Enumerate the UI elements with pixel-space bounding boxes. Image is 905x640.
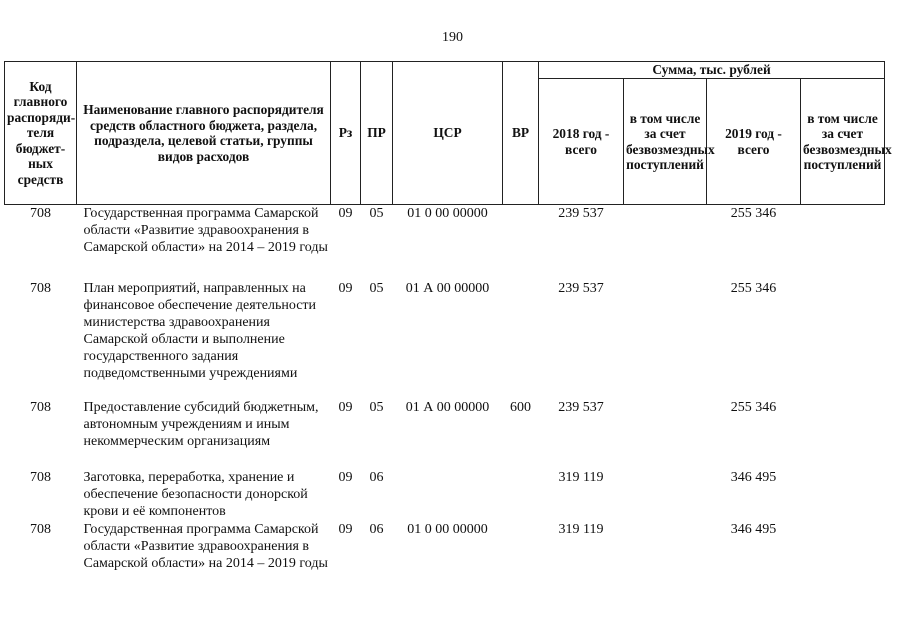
cell-2018-free bbox=[624, 280, 707, 399]
cell-rz: 09 bbox=[338, 206, 353, 221]
cell-code: 708 bbox=[30, 469, 51, 485]
header-sum-group: Сумма, тыс. рублей bbox=[539, 62, 885, 79]
cell-vr bbox=[503, 521, 539, 591]
cell-code: 708 bbox=[30, 280, 51, 296]
cell-2018-free bbox=[624, 205, 707, 280]
header-vr: ВР bbox=[503, 62, 539, 205]
cell-csr: 01 А 00 00000 bbox=[405, 399, 490, 415]
cell-2019-total: 346 495 bbox=[730, 521, 777, 537]
cell-code: 708 bbox=[30, 521, 51, 537]
header-code: Код главного распорядителя бюджетных средств bbox=[5, 62, 77, 205]
cell-pr: 05 bbox=[369, 206, 384, 221]
table-row bbox=[5, 205, 885, 280]
cell-vr bbox=[503, 205, 539, 280]
cell-2018-free bbox=[624, 399, 707, 469]
table-row bbox=[5, 469, 885, 521]
cell-2019-total: 255 346 bbox=[730, 280, 777, 296]
header-2018-free: в том числе за счет безвозмездных поступлений bbox=[624, 79, 707, 205]
budget-table bbox=[4, 61, 892, 591]
header-csr: ЦСР bbox=[393, 62, 503, 205]
cell-pr: 05 bbox=[369, 280, 384, 296]
cell-name: Государственная программа Самарской области «Развитие здравоохранения в Самарской области» на 2014 – 2019 годы bbox=[83, 206, 328, 255]
cell-rz: 09 bbox=[338, 469, 353, 485]
cell-2019-free bbox=[801, 280, 885, 399]
cell-2018-free bbox=[624, 521, 707, 591]
cell-code: 708 bbox=[30, 206, 51, 221]
cell-code: 708 bbox=[30, 399, 51, 415]
cell-vr bbox=[503, 280, 539, 399]
cell-2018-total: 239 537 bbox=[558, 399, 604, 415]
cell-name: Заготовка, переработка, хранение и обеспечение безопасности донорской крови и её компонентов bbox=[83, 469, 308, 519]
cell-2019-free bbox=[801, 205, 885, 280]
header-2018-total: 2018 год - всего bbox=[539, 79, 624, 205]
header-2019-total: 2019 год - всего bbox=[707, 79, 801, 205]
table-row bbox=[5, 399, 885, 469]
cell-name: Предоставление субсидий бюджетным, автономным учреждениям и иным некоммерческим организациям bbox=[83, 399, 319, 449]
cell-2018-total: 319 119 bbox=[558, 469, 604, 485]
cell-rz: 09 bbox=[338, 280, 353, 296]
cell-csr: 01 0 00 00000 bbox=[407, 206, 488, 221]
cell-rz: 09 bbox=[338, 399, 353, 415]
cell-2018-total: 239 537 bbox=[558, 206, 604, 221]
cell-vr: 600 bbox=[510, 399, 531, 415]
cell-pr: 06 bbox=[369, 469, 384, 485]
cell-rz: 09 bbox=[338, 521, 353, 537]
cell-2018-total: 239 537 bbox=[558, 280, 604, 296]
header-pr: ПР bbox=[361, 62, 393, 205]
cell-2019-free bbox=[801, 399, 885, 469]
cell-2019-free bbox=[801, 521, 885, 591]
page-number: 190 bbox=[442, 30, 463, 45]
cell-name: Государственная программа Самарской области «Развитие здравоохранения в Самарской области» на 2014 – 2019 годы bbox=[83, 521, 328, 571]
cell-name: План мероприятий, направленных на финансовое обеспечение деятельности министерства здравоохранения Самарской области и выполнение государственного задания подведомственными учреждениями bbox=[83, 280, 317, 381]
cell-csr bbox=[393, 469, 503, 521]
header-rz: Рз bbox=[331, 62, 361, 205]
cell-pr: 05 bbox=[369, 399, 384, 415]
table-row bbox=[5, 521, 885, 591]
cell-2018-free bbox=[624, 469, 707, 521]
header-name: Наименование главного распорядителя средств областного бюджета, раздела, подраздела, целевой статьи, группы видов расходов bbox=[77, 62, 331, 205]
cell-2019-free bbox=[801, 469, 885, 521]
table-row bbox=[5, 280, 885, 399]
cell-vr bbox=[503, 469, 539, 521]
cell-csr: 01 0 00 00000 bbox=[407, 521, 488, 537]
cell-2018-total: 319 119 bbox=[558, 521, 604, 537]
header-2019-free: в том числе за счет безвозмездных поступлений bbox=[801, 79, 885, 205]
cell-2019-total: 255 346 bbox=[730, 399, 777, 415]
cell-csr: 01 А 00 00000 bbox=[405, 280, 490, 296]
cell-2019-total: 346 495 bbox=[730, 469, 777, 485]
cell-pr: 06 bbox=[369, 521, 384, 537]
cell-2019-total: 255 346 bbox=[730, 206, 777, 221]
